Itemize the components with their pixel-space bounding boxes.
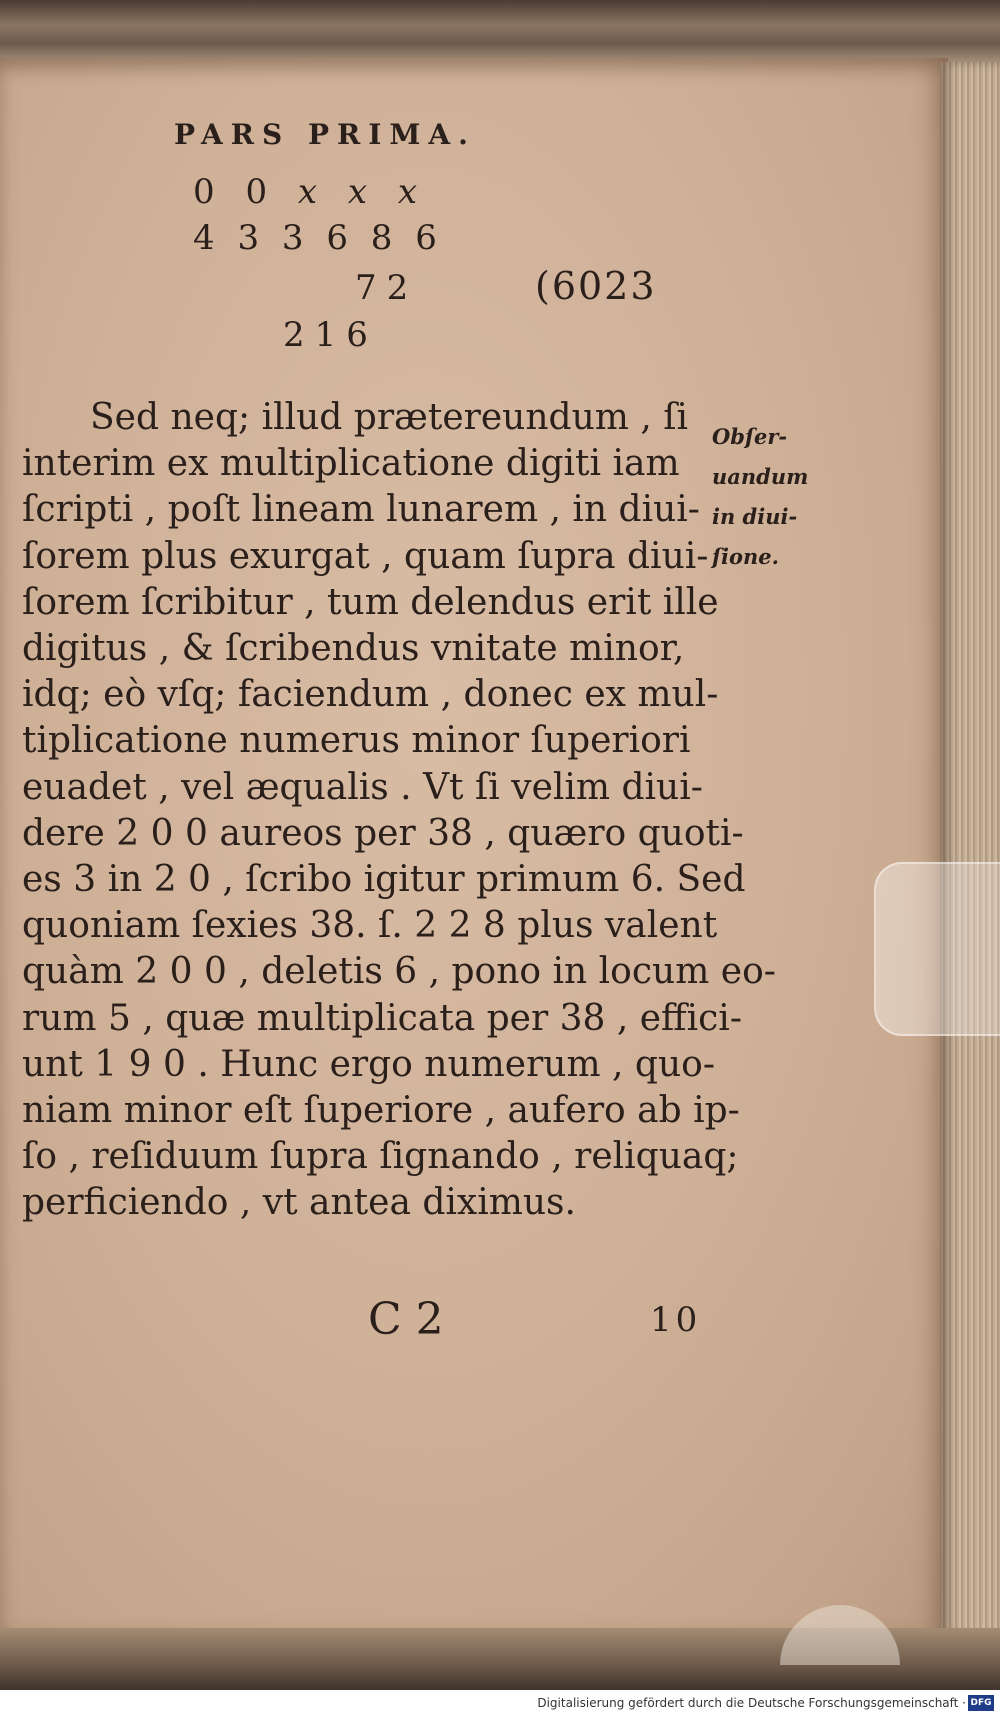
calculation-row-1: 0 0 𝑥 𝑥 𝑥 — [193, 172, 428, 212]
calculation-row-2: 4 3 3 6 8 6 — [193, 218, 443, 258]
text-line: interim ex multiplicatione digiti iam — [22, 443, 680, 485]
text-line: quàm 2 0 0 , deletis 6 , pono in locum eo- — [22, 951, 776, 993]
running-head: PARS PRIMA. — [174, 118, 476, 151]
digitization-footer — [0, 1690, 1000, 1719]
text-line: euadet , vel æqualis . Vt ſi velim diui- — [22, 766, 703, 808]
text-line: perficiendo , vt antea diximus. — [22, 1182, 576, 1224]
text-line: Sed neq; illud prætereundum , ſi — [90, 397, 689, 438]
calculation-remainder: 216 — [283, 315, 378, 355]
page-fore-edge — [940, 62, 1000, 1642]
footer-credit: Digitalisierung gefördert durch die Deutsche Forschungsgemeinschaft · — [537, 1696, 966, 1710]
text-line: niam minor eſt ſuperiore , aufero ab ip- — [22, 1090, 740, 1132]
marginal-line: uandum — [712, 464, 809, 489]
marginal-line: in diui- — [712, 504, 798, 529]
text-line: ſorem plus exurgat , quam ſupra diui- — [22, 535, 709, 577]
text-line: rum 5 , quæ multiplicata per 38 , effici- — [22, 997, 742, 1039]
text-line: dere 2 0 0 aureos per 38 , quæro quoti- — [22, 812, 744, 854]
text-line: ſo , reſiduum ſupra ſignando , reliquaq; — [22, 1136, 739, 1178]
marginal-line: Obſer- — [712, 424, 788, 449]
signature-mark: C 2 — [368, 1294, 444, 1345]
text-line: unt 1 9 0 . Hunc ergo numerum , quo- — [22, 1043, 715, 1085]
text-line: digitus , & ſcribendus vnitate minor, — [22, 628, 685, 670]
text-line: quoniam ſexies 38. ſ. 2 2 8 plus valent — [22, 905, 718, 947]
marginal-line: ſione. — [712, 544, 779, 569]
text-line: ſcripti , poſt lineam lunarem , in diui- — [22, 489, 700, 531]
marginal-note — [712, 417, 808, 577]
calculation-quotient: 72 — [355, 268, 419, 308]
text-line: es 3 in 2 0 , ſcribo igitur primum 6. Sed — [22, 859, 746, 901]
page-clip — [874, 862, 1000, 1036]
page-top-edge — [0, 0, 1000, 62]
text-line: idq; eò vſq; faciendum , donec ex mul- — [22, 674, 719, 716]
dfg-logo-icon: DFG — [968, 1695, 994, 1711]
calculation-dividend: (6023 — [535, 264, 657, 308]
foliation-number: 10 — [650, 1300, 702, 1340]
text-line: ſorem ſcribitur , tum delendus erit ille — [22, 581, 719, 623]
text-line: tiplicatione numerus minor ſuperiori — [22, 720, 691, 762]
